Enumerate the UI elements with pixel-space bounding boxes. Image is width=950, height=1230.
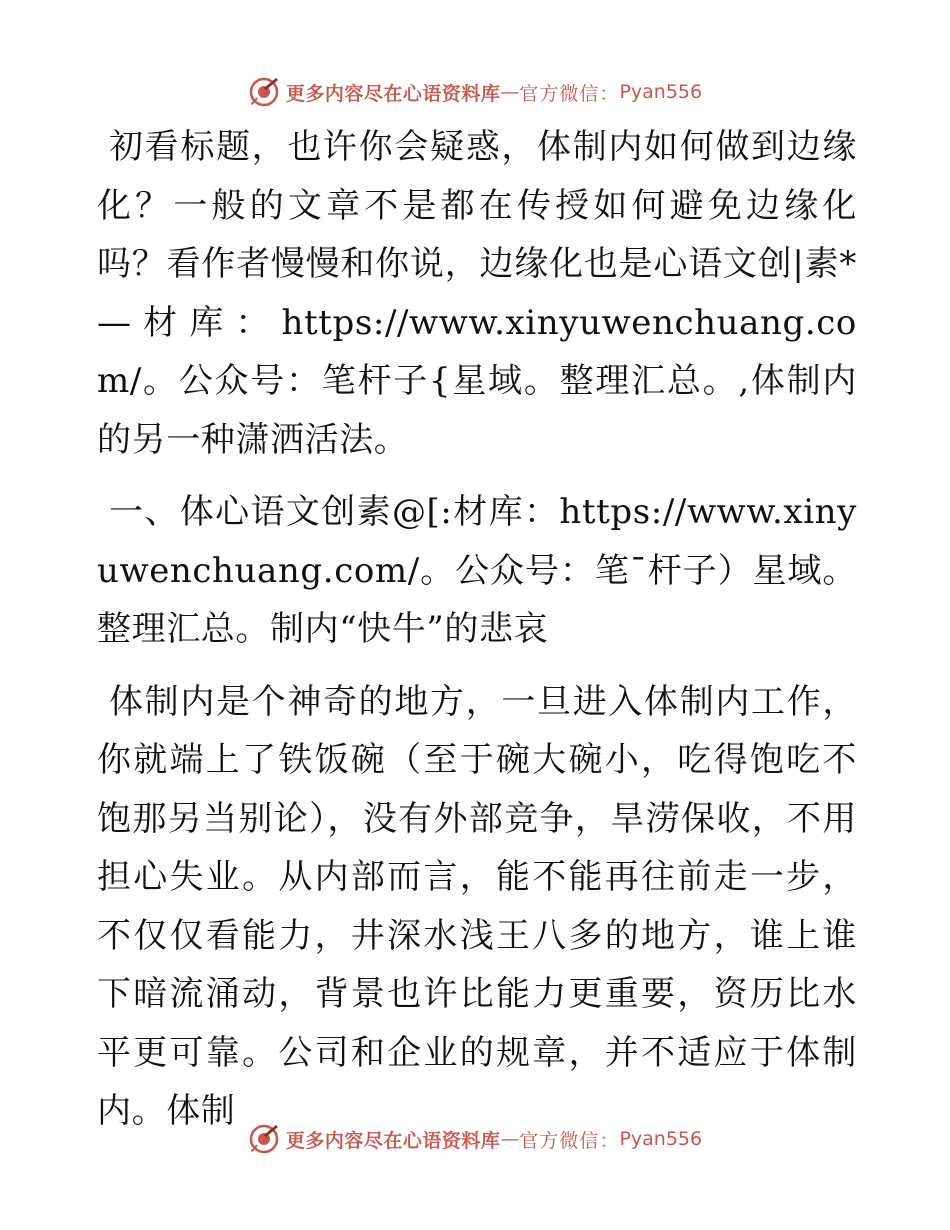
pen-logo-icon xyxy=(248,76,280,108)
footer-watermark-banner xyxy=(0,1119,950,1159)
banner-handle: Pyan556 xyxy=(619,1128,703,1150)
paragraph-body: 体制内是个神奇的地方，一旦进入体制内工作，你就端上了铁饭碗（至于碗大碗小，吃得饱吃不饱那另当别论），没有外部竞争，旱涝保收，不用担心失业。从内部而言，能不能再往前走一步，不仅仅看能力，井深水浅王八多的地方，谁上谁下暗流涌动，背景也许比能力更重要，资历比水平更可靠。公司和企业的规章，并不适应于体制内。体制 xyxy=(97,681,857,1131)
banner-official-text: 官方微信： xyxy=(519,82,620,105)
banner-main-text: 更多内容尽在心语资料库 xyxy=(285,82,501,105)
banner-main-text: 更多内容尽在心语资料库 xyxy=(285,1129,501,1152)
pen-logo-icon xyxy=(248,1123,280,1155)
banner-official-text: 官方微信： xyxy=(519,1129,620,1152)
header-watermark-banner xyxy=(0,72,950,112)
section-heading-1: 一、体心语文创素@[:材库：https://www.xinyuwenchuang.com/。公众号：笔¯杆子）星域。整理汇总。制内“快牛”的悲哀 xyxy=(97,492,857,649)
banner-handle: Pyan556 xyxy=(619,81,703,103)
banner-separator: — xyxy=(500,81,520,103)
document-body xyxy=(97,118,857,1141)
paragraph-intro: 初看标题，也许你会疑惑，体制内如何做到边缘化？一般的文章不是都在传授如何避免边缘化吗？看作者慢慢和你说，边缘化也是心语文创|素*—材库：https://www.xinyuwenchuang.com/。公众号：笔杆子{星域。整理汇总。,体制内的另一种潇洒活法。 xyxy=(97,127,857,460)
banner-separator: — xyxy=(500,1128,520,1150)
